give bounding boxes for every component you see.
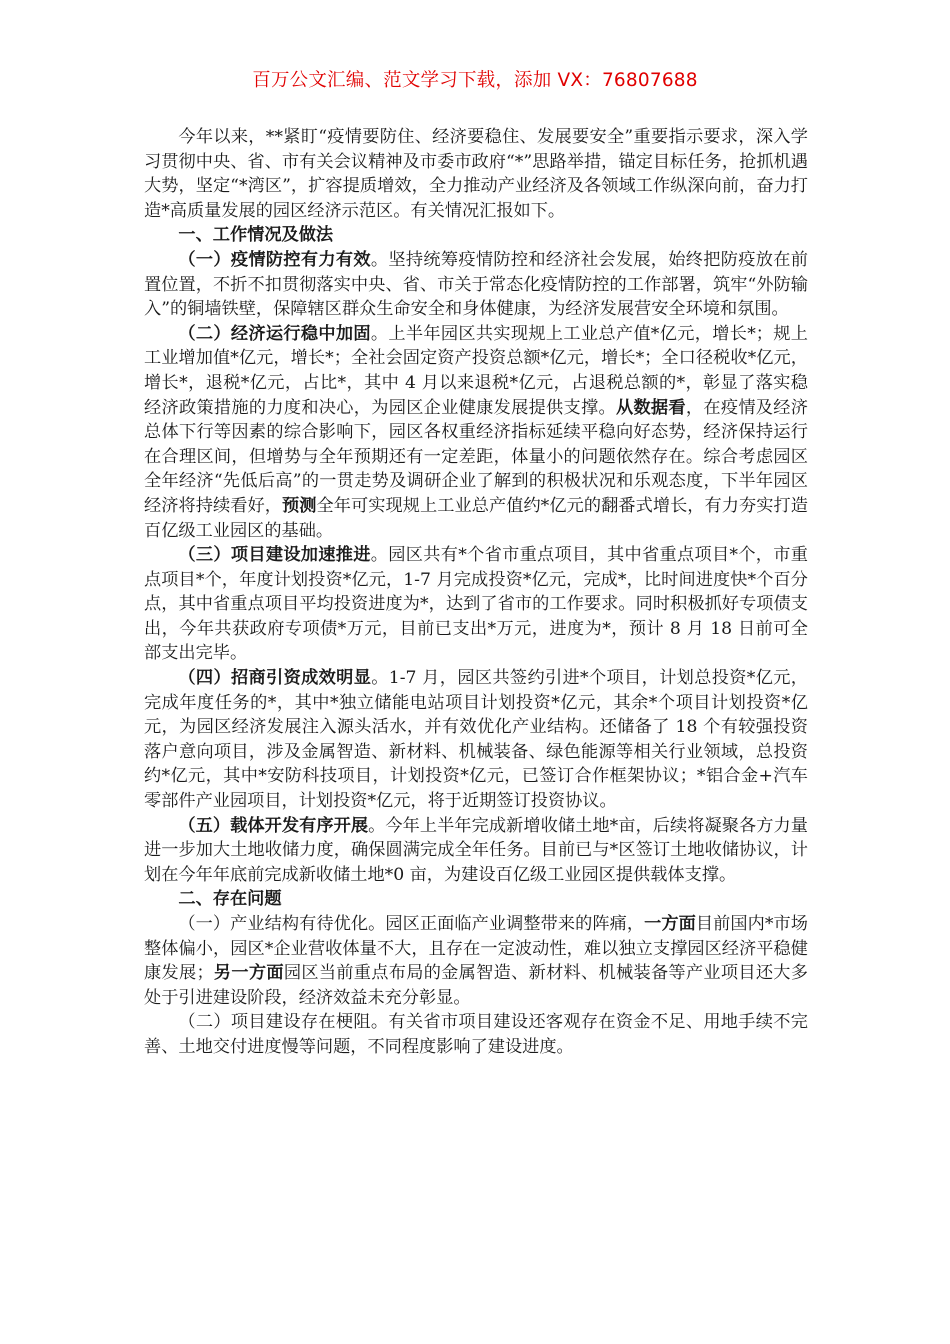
paragraph-text: 园区当前重点布局的金属智造、新材料、机械装备等产业项目还大多处于引进建设阶段，经济效益未充分彰显。 — [144, 963, 808, 1008]
paragraph-text: 。1-7 月，园区共签约引进*个项目，计划总投资*亿元，完成年度任务的*，其中*独立储能电站项目计划投资*亿元，其余*个项目计划投资*亿元，为园区经济发展注入源头活水，并有效优化产业结构。还储备了 18 个有较强投资落户意向项目，涉及金属智造、新材料、机械装备、绿色能源等相关行业领域，总投资约*亿元，其中*安防科技项目，计划投资*亿元，已签订合作框架协议；*铝合金+汽车零部件产业园项目，计划投资*亿元，将于近期签订投资协议。 — [144, 668, 808, 812]
document-body — [144, 125, 808, 1060]
paragraph-lead: （二）经济运行稳中加固 — [178, 323, 371, 344]
paragraph-text: 。园区共有*个省市重点项目，其中省重点项目*个，市重点项目*个，年度计划投资*亿元，1-7 月完成投资*亿元，完成*，比时间进度快*个百分点，其中省重点项目平均投资进度为*，达到了省市的工作要求。同时积极抓好专项债支出，今年共获政府专项债*万元，目前已支出*万元，进度为*，预计 8 月 18 日前可全部支出完毕。 — [144, 545, 808, 664]
paragraph-text: 目前国内*市场整体偏小，园区*企业营收体量不大，且存在一定波动性，难以独立支撑园区经济平稳健康发展； — [144, 914, 808, 984]
paragraph-text: （一）产业结构有待优化。园区正面临产业调整带来的阵痛， — [178, 914, 645, 934]
paragraph-economic-operation — [144, 322, 808, 543]
paragraph-text: 。上半年园区共实现规上工业总产值*亿元，增长*；规上工业增加值*亿元，增长*；全社会固定资产投资总额*亿元，增长*；全口径税收*亿元，增长*，退税*亿元，占比*，其中 4 月以来退税*亿元，占退税总额的*，彰显了落实稳经济政策措施的力度和决心，为园区企业健康发展提供支撑。 — [144, 323, 808, 418]
paragraph-lead: （一）疫情防控有力有效 — [178, 249, 371, 270]
paragraph-text: 。坚持统筹疫情防控和经济社会发展，始终把防疫放在前置位置，不折不扣贯彻落实中央、省、市关于常态化疫情防控的工作部署，筑牢“外防输入”的铜墙铁壁，保障辖区群众生命安全和身体健康，为经济发展营安全环境和氛围。 — [144, 249, 808, 320]
paragraph-project-obstacles — [144, 1010, 808, 1059]
paragraph-emphasis: 从数据看 — [615, 397, 686, 418]
paragraph-text: 。今年上半年完成新增收储土地*亩，后续将凝聚各方力量进一步加大土地收储力度，确保圆满完成全年任务。目前已与*区签订土地收储协议，计划在今年年底前完成新收储土地*0 亩，为建设百亿级工业园区提供载体支撑。 — [144, 815, 808, 885]
download-banner: 百万公文汇编、范文学习下载，添加 VX：76807688 — [252, 70, 698, 91]
paragraph-epidemic-control — [144, 248, 808, 322]
paragraph-emphasis: 一方面 — [644, 914, 696, 934]
intro-paragraph: 今年以来，**紧盯“疫情要防住、经济要稳住、发展要安全”重要指示要求，深入学习贯彻中央、省、市有关会议精神及市委市政府“*”思路举措，锚定目标任务，抢抓机遇大势，坚定“*湾区”，扩容提质增效，全力推动产业经济及各领域工作纵深向前，奋力打造*高质量发展的园区经济示范区。有关情况汇报如下。 — [144, 127, 808, 221]
paragraph-text: （二）项目建设存在梗阻。有关省市项目建设还客观存在资金不足、用地手续不完善、土地交付进度慢等问题，不同程度影响了建设进度。 — [144, 1012, 808, 1057]
paragraph-lead: （五）载体开发有序开展 — [178, 815, 369, 836]
paragraph-text: 全年可实现规上工业总产值约*亿元的翻番式增长，有力夯实打造百亿级工业园区的基础。 — [144, 495, 808, 541]
section-heading-work-status: 一、工作情况及做法 — [178, 225, 334, 246]
paragraph-emphasis: 另一方面 — [213, 963, 284, 984]
paragraph-lead: （三）项目建设加速推进 — [178, 545, 371, 566]
paragraph-emphasis: 预测 — [281, 495, 317, 516]
paragraph-investment-attraction — [144, 666, 808, 814]
paragraph-text: ，在疫情及经济总体下行等因素的综合影响下，园区各权重经济指标延续平稳向好态势，经济保持运行在合理区间，但增势与全年预期还有一定差距，体量小的问题依然存在。综合考虑园区全年经济“先低后高”的一贯走势及调研企业了解到的积极状况和乐观态度，下半年园区经济将持续看好， — [144, 397, 808, 516]
section-heading-problems: 二、存在问题 — [178, 889, 282, 910]
paragraph-lead: （四）招商引资成效明显 — [178, 668, 372, 689]
paragraph-industrial-structure — [144, 912, 808, 1010]
paragraph-carrier-development — [144, 814, 808, 888]
paragraph-project-construction — [144, 543, 808, 666]
